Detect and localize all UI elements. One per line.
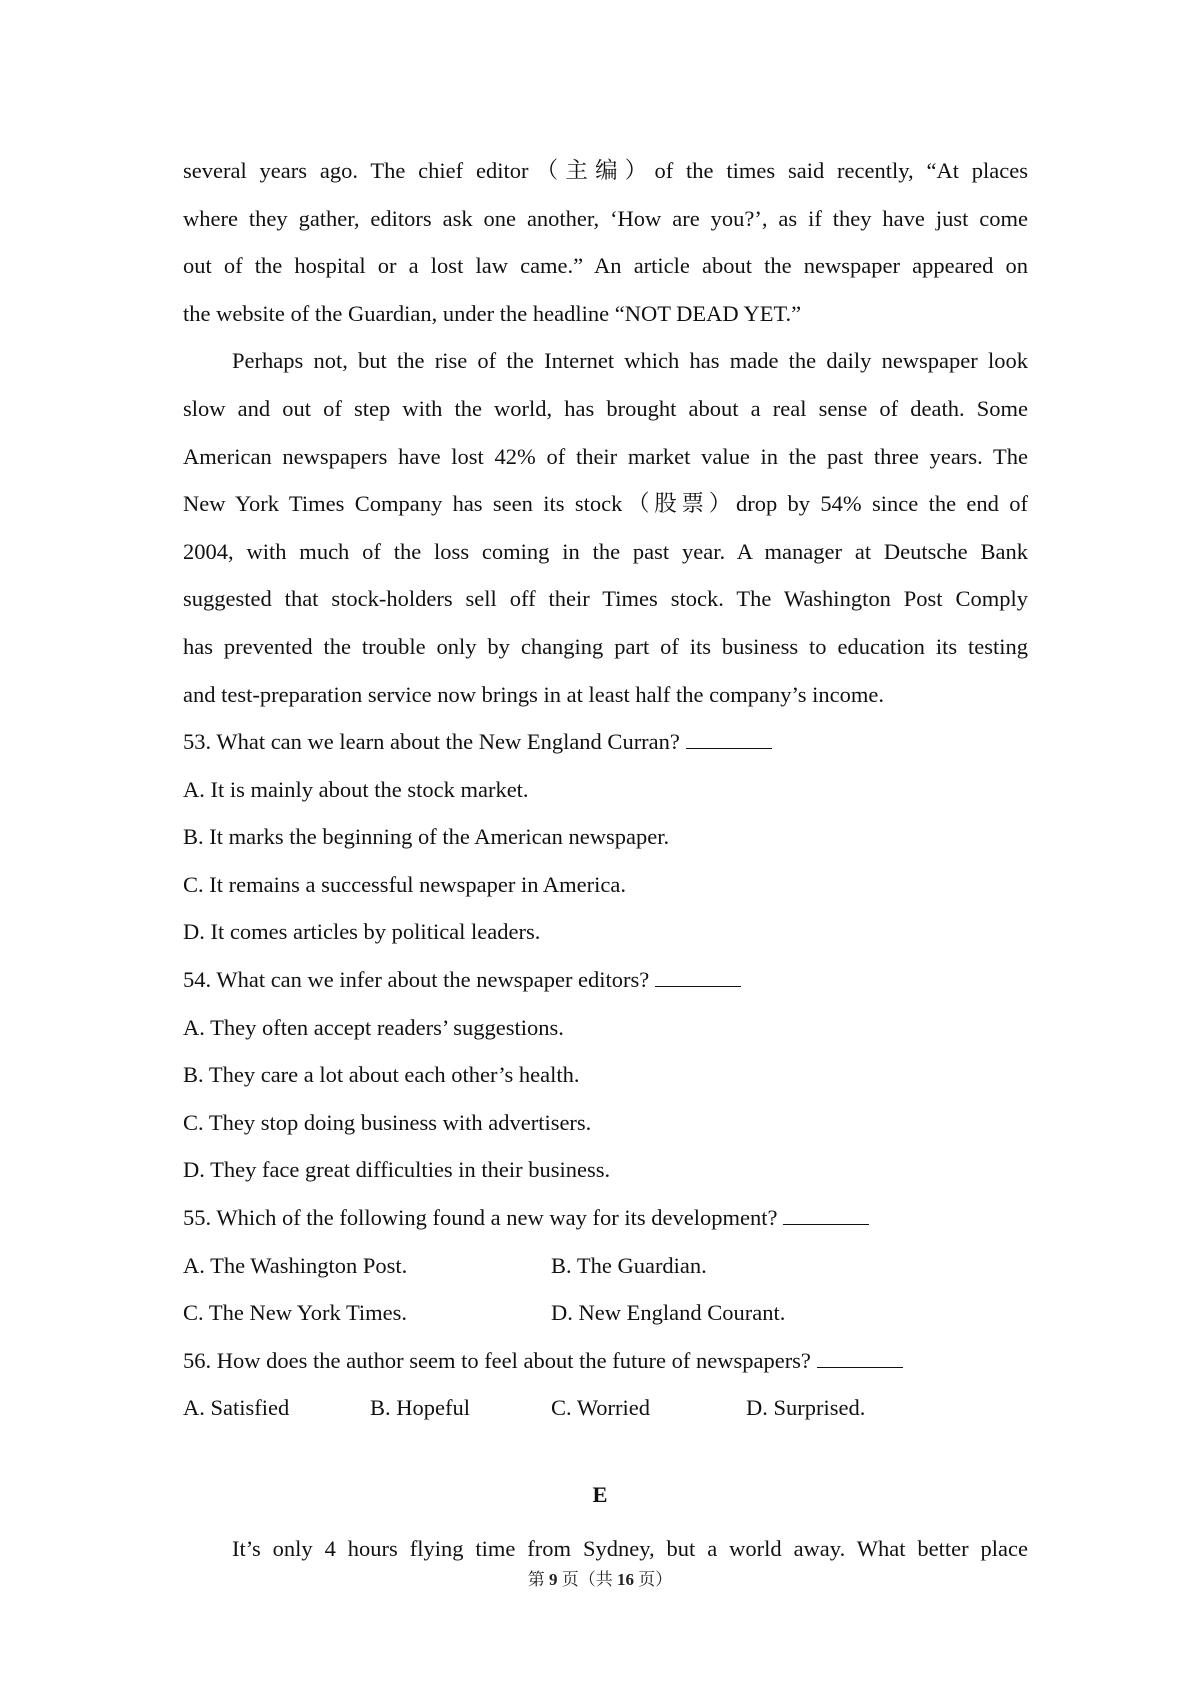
paragraph-1 xyxy=(183,147,1028,337)
text-line: several years ago. The chief editor（主编）of the times said recently, “At places xyxy=(183,158,1028,183)
text-line: slow and out of step with the world, has brought about a real sense of death. Some xyxy=(183,395,1028,421)
answer-blank xyxy=(783,1206,869,1225)
footer-middle: 页（共 xyxy=(561,1570,613,1589)
question-54 xyxy=(183,956,1028,1004)
footer-suffix: 页） xyxy=(638,1570,673,1589)
option: D. New England Courant. xyxy=(551,1300,786,1326)
option: C. The New York Times. xyxy=(183,1300,408,1326)
option-row xyxy=(183,1289,1028,1337)
text-line: Perhaps not, but the rise of the Internet which has made the daily newspaper look xyxy=(232,348,1028,374)
question-stem: 55. Which of the following found a new way for its development? xyxy=(183,1204,778,1230)
option: A. It is mainly about the stock market. xyxy=(183,776,529,802)
text-line: the website of the Guardian, under the headline “NOT DEAD YET.” xyxy=(183,300,802,326)
text-line: 2004, with much of the loss coming in the past year. A manager at Deutsche Bank xyxy=(183,538,1028,564)
page-number: 9 xyxy=(549,1570,558,1589)
text-line: out of the hospital or a lost law came.” An article about the newspaper appeared on xyxy=(183,253,1028,279)
text-line: and test-preparation service now brings in at least half the company’s income. xyxy=(183,681,885,707)
passage-e-first-line: It’s only 4 hours flying time from Sydney, but a world away. What better place xyxy=(232,1536,1028,1561)
option: C. Worried xyxy=(551,1395,651,1421)
option: D. They face great difficulties in their business. xyxy=(183,1157,611,1183)
question-stem: 54. What can we infer about the newspaper editors? xyxy=(183,966,650,992)
text-line: American newspapers have lost 42% of their market value in the past three years. The xyxy=(183,443,1028,469)
question-stem: 56. How does the author seem to feel about the future of newspapers? xyxy=(183,1347,811,1373)
question-stem: 53. What can we learn about the New England Curran? xyxy=(183,729,680,754)
reading-passage-d xyxy=(183,147,1028,718)
question-55 xyxy=(183,1194,1028,1242)
text-line: where they gather, editors ask one another, ‘How are you?’, as if they have just come xyxy=(183,205,1028,231)
option: D. Surprised. xyxy=(746,1395,866,1421)
option: A. They often accept readers’ suggestions. xyxy=(183,1014,564,1040)
option: B. They care a lot about each other’s health. xyxy=(183,1062,580,1088)
page-total: 16 xyxy=(617,1570,634,1589)
option-row xyxy=(183,1384,1028,1432)
text-line: suggested that stock-holders sell off their Times stock. The Washington Post Comply xyxy=(183,586,1028,612)
paragraph-2 xyxy=(183,337,1028,718)
option: B. The Guardian. xyxy=(551,1252,707,1278)
option: B. It marks the beginning of the American newspaper. xyxy=(183,824,670,850)
question-56 xyxy=(183,1337,1028,1385)
answer-blank xyxy=(686,730,772,749)
option: A. The Washington Post. xyxy=(183,1252,408,1278)
option: C. It remains a successful newspaper in America. xyxy=(183,871,626,897)
text-line: New York Times Company has seen its stock（股票）drop by 54% since the end of xyxy=(183,491,1028,517)
answer-blank xyxy=(817,1349,903,1368)
section-heading: E xyxy=(592,1482,608,1507)
question-53 xyxy=(183,718,1028,766)
answer-blank xyxy=(655,968,741,987)
text-line: has prevented the trouble only by changing part of its business to education its testing xyxy=(183,633,1028,659)
option-row xyxy=(183,1242,1028,1290)
option: B. Hopeful xyxy=(370,1395,470,1421)
option: A. Satisfied xyxy=(183,1395,290,1421)
footer-prefix: 第 xyxy=(527,1570,545,1589)
page-footer xyxy=(0,1565,1200,1590)
option: D. It comes articles by political leaders. xyxy=(183,919,541,945)
questions-block xyxy=(183,718,1028,1432)
option: C. They stop doing business with advertisers. xyxy=(183,1109,592,1135)
